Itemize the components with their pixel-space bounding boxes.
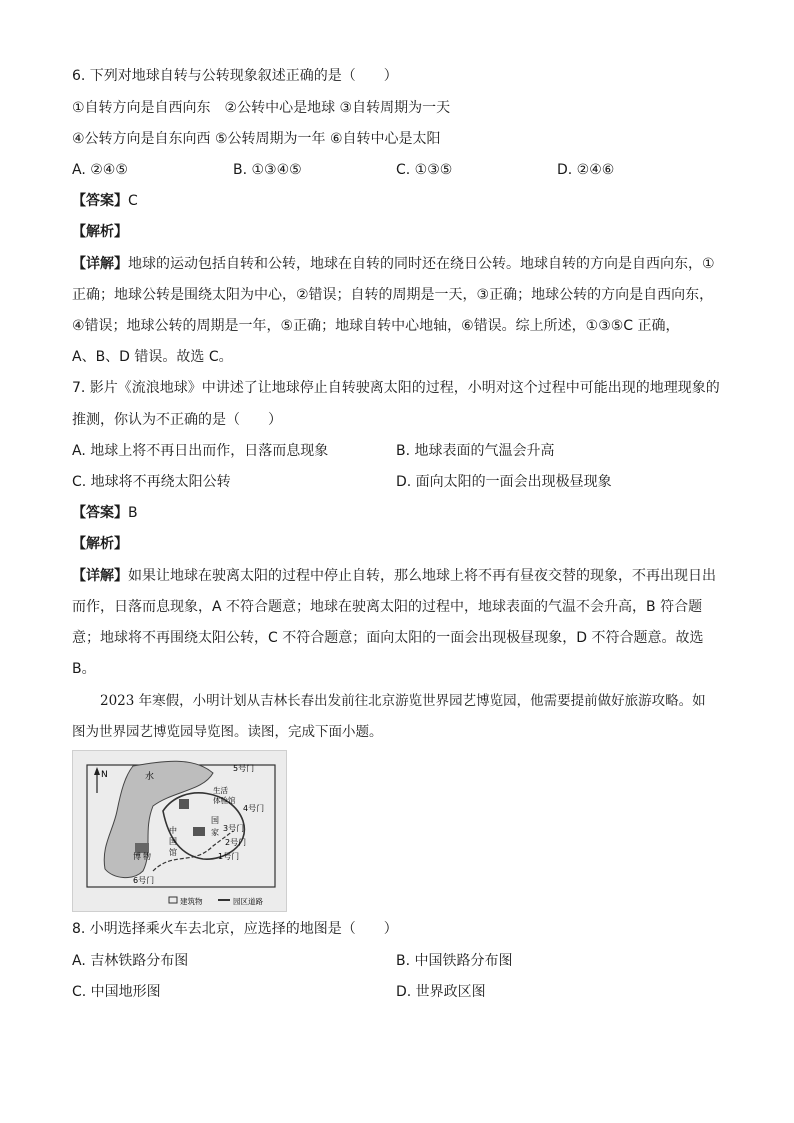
q8-option-b: B. 中国铁路分布图: [396, 953, 513, 969]
q7-option-c: C. 地球将不再绕太阳公转: [72, 474, 231, 490]
q6-statement-line-1: ①自转方向是自西向东 ②公转中心是地球 ③自转周期为一天: [72, 100, 451, 116]
q7-detail-line-4: B。: [72, 661, 96, 677]
legend-road-label: 园区道路: [233, 897, 263, 906]
q7-stem-line-1: 7. 影片《流浪地球》中讲述了让地球停止自转驶离太阳的过程，小明对这个过程中可能出现的地理现象的: [72, 380, 720, 396]
national-label: 国: [211, 816, 219, 825]
q6-option-c: C. ①③⑤: [396, 162, 453, 178]
q7-detail-line-2: 而作，日落而息现象，A 不符合题意；地球在驶离太阳的过程中，地球表面的气温不会升高，B 符合题: [72, 599, 703, 615]
q7-detail-line-1: [72, 566, 716, 586]
passage-line-2: 图为世界园艺博览园导览图。读图，完成下面小题。: [72, 724, 383, 740]
q7-option-b: B. 地球表面的气温会升高: [396, 443, 555, 459]
hall-label-2: 体验馆: [213, 796, 236, 805]
q6-option-a: A. ②④⑤: [72, 162, 128, 178]
q7-option-a: A. 地球上将不再日出而作，日落而息现象: [72, 443, 329, 459]
detail-text: 地球的运动包括自转和公转，地球在自转的同时还在绕日公转。地球自转的方向是自西向东，①: [128, 256, 715, 272]
q6-answer: [72, 191, 138, 211]
china-hall-label-3: 馆: [169, 848, 177, 857]
map-drawing: [73, 751, 286, 911]
expo-park-map: [72, 750, 287, 912]
q6-detail-line-1: [72, 254, 715, 274]
national-label-2: 家: [211, 828, 219, 837]
q8-option-a: A. 吉林铁路分布图: [72, 953, 189, 969]
q7-option-d: D. 面向太阳的一面会出现极昼现象: [396, 474, 612, 490]
legend-building-label: 建筑物: [180, 897, 203, 906]
q6-detail-line-4: A、B、D 错误。故选 C。: [72, 349, 233, 365]
river-icon: [104, 761, 213, 877]
q8-option-d: D. 世界政区图: [396, 984, 486, 1000]
building-icon: [193, 827, 205, 836]
answer-value: B: [128, 505, 138, 521]
gate-2-label: 2号门: [225, 838, 247, 847]
answer-value: C: [128, 193, 138, 209]
north-label: N: [101, 770, 108, 780]
q6-detail-line-3: ④错误；地球公转的周期是一年，⑤正确；地球自转中心地轴，⑥错误。综上所述，①③⑤C 正确，: [72, 318, 680, 334]
q8-stem: 8. 小明选择乘火车去北京，应选择的地图是（ ）: [72, 921, 398, 937]
north-arrow-head-icon: [94, 767, 100, 775]
gate-6-label: 6号门: [133, 876, 155, 885]
hall-label: 生活: [213, 786, 228, 795]
museum-label: 博: [133, 852, 141, 861]
q8-option-c: C. 中国地形图: [72, 984, 161, 1000]
china-hall-label-2: 国: [169, 837, 177, 846]
q6-analysis-tag: 【解析】: [72, 224, 128, 240]
water-label: 水: [145, 772, 155, 782]
q6-option-b: B. ①③④⑤: [233, 162, 302, 178]
detail-tag: 【详解】: [72, 568, 128, 584]
gate-4-label: 4号门: [243, 804, 265, 813]
q6-option-d: D. ②④⑥: [557, 162, 615, 178]
detail-text: 如果让地球在驶离太阳的过程中停止自转，那么地球上将不再有昼夜交替的现象，不再出现日出: [128, 568, 716, 584]
q7-detail-line-3: 意；地球将不再围绕太阳公转，C 不符合题意；面向太阳的一面会出现极昼现象，D 不符合题意。故选: [72, 630, 704, 646]
gate-3-label: 3号门: [223, 824, 245, 833]
museum-label-2: 物: [143, 852, 151, 861]
gate-1-label: 1号门: [218, 852, 240, 861]
legend-building-icon: [169, 897, 177, 903]
q6-stem: 6. 下列对地球自转与公转现象叙述正确的是（ ）: [72, 68, 398, 84]
passage-line-1: 2023 年寒假，小明计划从吉林长春出发前往北京游览世界园艺博览园，他需要提前做好旅游攻略。如: [100, 693, 706, 709]
q7-stem-line-2: 推测，你认为不正确的是（ ）: [72, 412, 282, 428]
china-hall-label: 中: [169, 826, 177, 835]
q6-statement-line-2: ④公转方向是自东向西 ⑤公转周期为一年 ⑥自转中心是太阳: [72, 131, 441, 147]
q6-detail-line-2: 正确；地球公转是围绕太阳为中心，②错误；自转的周期是一天，③正确；地球公转的方向是自西向东，: [72, 287, 714, 303]
park-road-path: [153, 831, 233, 871]
q7-analysis-tag: 【解析】: [72, 536, 128, 552]
gate-5-label: 5号门: [233, 764, 255, 773]
q7-answer: [72, 503, 138, 523]
answer-tag: 【答案】: [72, 193, 128, 209]
building-icon: [179, 799, 189, 809]
detail-tag: 【详解】: [72, 256, 128, 272]
answer-tag: 【答案】: [72, 505, 128, 521]
